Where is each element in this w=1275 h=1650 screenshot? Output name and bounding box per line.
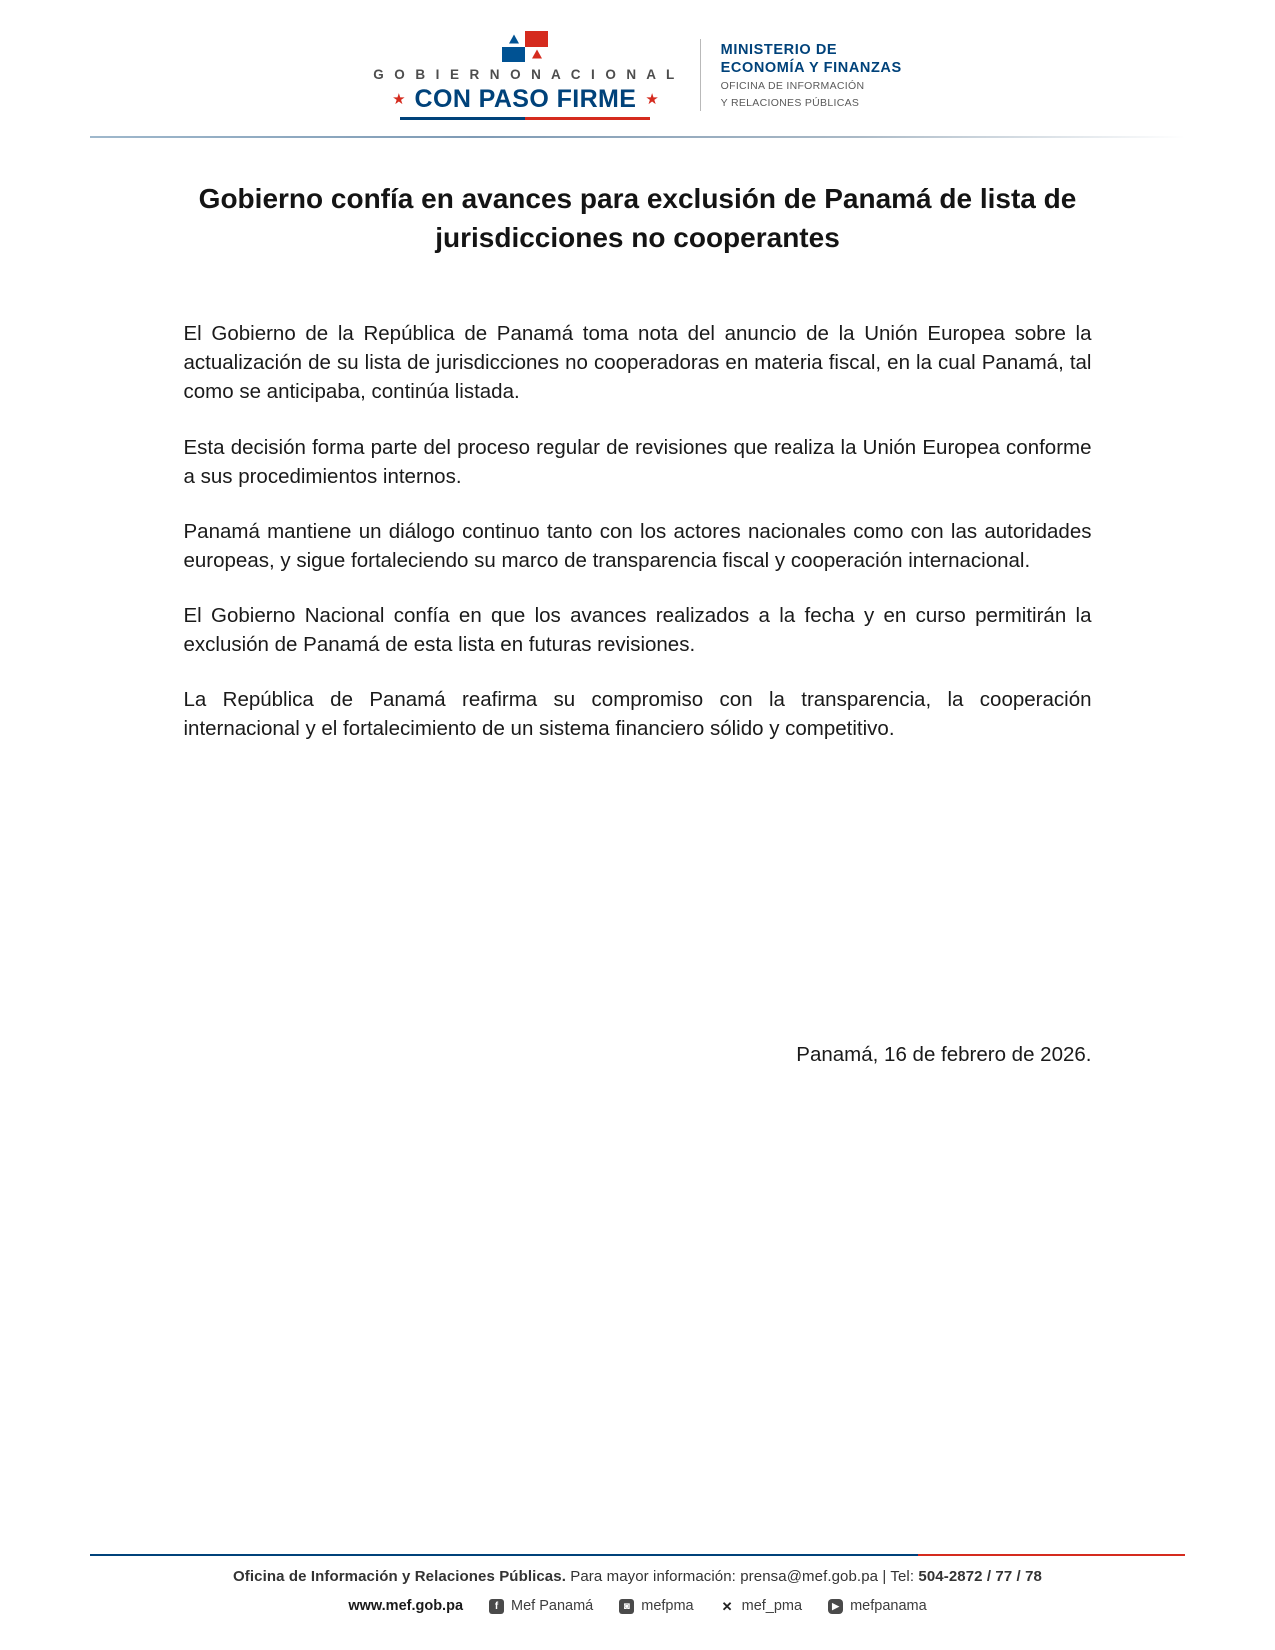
ministry-block <box>721 39 902 111</box>
paragraph: La República de Panamá reafirma su compromiso con la transparencia, la cooperación internacional y el fortalecimiento de un sistema financiero sólido y competitivo. <box>183 688 1092 741</box>
page-title: Gobierno confía en avances para exclusión de Panamá de lista de jurisdicciones no cooperantes <box>198 183 1077 253</box>
footer-contact-line <box>0 1568 1275 1585</box>
social-label: mefpanama <box>850 1598 927 1614</box>
document-footer <box>0 1554 1275 1615</box>
ministry-line-1: MINISTERIO DE <box>720 42 838 59</box>
social-instagram[interactable] <box>619 1598 693 1614</box>
youtube-icon: ▶ <box>828 1599 843 1614</box>
facebook-icon: f <box>489 1599 504 1614</box>
social-facebook[interactable] <box>489 1598 593 1614</box>
footer-separator: | <box>882 1568 887 1585</box>
header-rule <box>90 136 1185 138</box>
gov-tagline: G O B I E R N O N A C I O N A L <box>373 67 678 82</box>
document-body <box>184 319 1092 743</box>
footer-social-line <box>0 1598 1275 1614</box>
government-logo <box>373 30 699 120</box>
social-x-twitter[interactable] <box>720 1598 802 1614</box>
logo-underline <box>400 117 650 120</box>
social-label: mef_pma <box>741 1598 803 1614</box>
ministry-line-2: ECONOMÍA Y FINANZAS <box>720 60 902 77</box>
social-label: Mef Panamá <box>511 1598 594 1614</box>
social-youtube[interactable] <box>828 1598 927 1614</box>
footer-rule <box>90 1554 1185 1557</box>
header-logo-block <box>373 30 902 120</box>
social-label: mefpma <box>641 1598 694 1614</box>
footer-office: Oficina de Información y Relaciones Públicas. <box>233 1568 566 1585</box>
gov-slogan: CON PASO FIRME <box>414 85 637 113</box>
paragraph: El Gobierno Nacional confía en que los avances realizados a la fecha y en curso permitirán la exclusión de Panamá de esta lista en futuras revisiones. <box>183 604 1092 657</box>
instagram-icon: ◙ <box>619 1599 634 1614</box>
footer-tel-numbers: 504-2872 / 77 / 78 <box>918 1568 1042 1585</box>
footer-contact-intro: Para mayor información: <box>570 1568 736 1585</box>
star-icon: ★ <box>392 91 406 108</box>
ministry-office-line-2: Y RELACIONES PÚBLICAS <box>720 97 860 110</box>
signature-line: Panamá, 16 de febrero de 2026. <box>796 1043 1092 1067</box>
footer-website[interactable]: www.mef.gob.pa <box>348 1598 464 1614</box>
panama-flag-icon <box>501 30 549 63</box>
document-header <box>0 0 1275 120</box>
footer-tel-label: Tel: <box>890 1568 915 1585</box>
star-icon: ★ <box>645 91 659 108</box>
ministry-office-line-1: OFICINA DE INFORMACIÓN <box>720 80 865 93</box>
x-twitter-icon: ✕ <box>721 1598 733 1614</box>
paragraph: Panamá mantiene un diálogo continuo tanto con los actores nacionales como con las autoridades europeas, y sigue fortaleciendo su marco de transparencia fiscal y cooperación internacional. <box>183 519 1092 572</box>
header-divider <box>700 39 701 111</box>
footer-email[interactable]: prensa@mef.gob.pa <box>740 1568 879 1585</box>
paragraph: El Gobierno de la República de Panamá toma nota del anuncio de la Unión Europea sobre la actualización de su lista de jurisdicciones no cooperadoras en materia fiscal, en la cual Panamá, tal como se anticipaba, continúa listada. <box>183 322 1092 404</box>
paragraph: Esta decisión forma parte del proceso regular de revisiones que realiza la Unión Europea conforme a sus procedimientos internos. <box>183 435 1092 488</box>
